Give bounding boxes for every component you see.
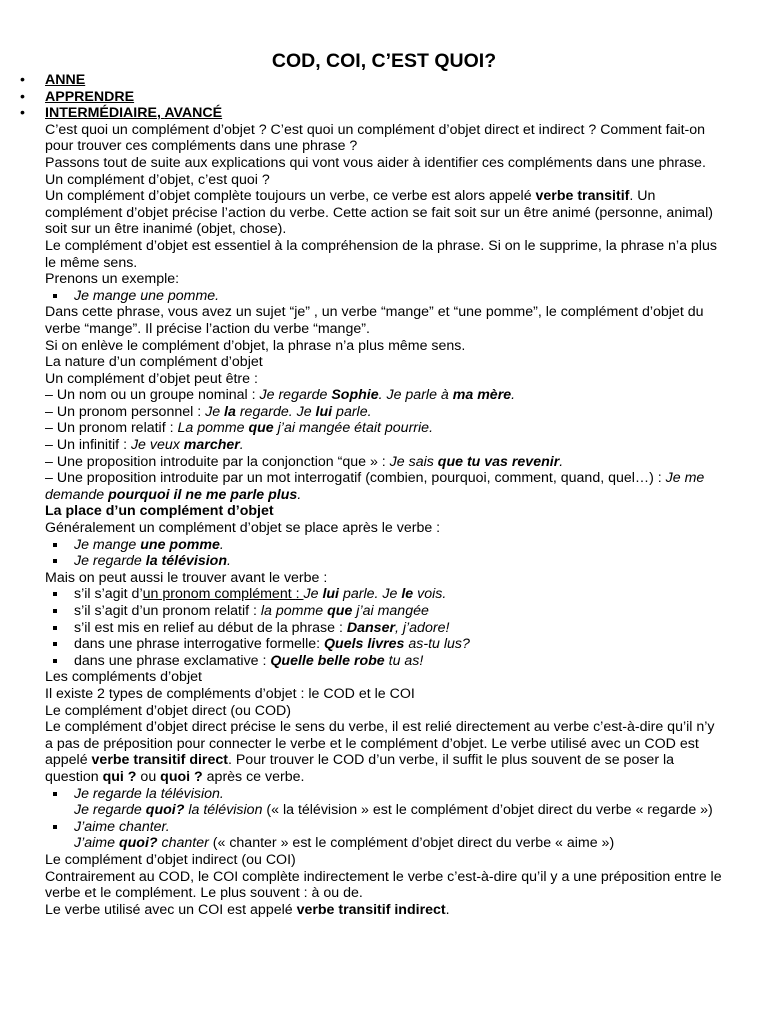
tag-avance: AVANCÉ [164, 105, 223, 122]
nature-line: – Un pronom relatif : La pomme que j’ai mangée était pourrie. [45, 420, 434, 437]
paragraph: Généralement un complément d’objet se place après le verbe : [45, 520, 441, 537]
section-heading: La nature d’un complément d’objet [45, 354, 263, 371]
nature-line: – Un infinitif : Je veux marcher. [45, 437, 244, 454]
nature-line: – Un nom ou un groupe nominal : Je regarde Sophie. Je parle à ma mère. [45, 387, 516, 404]
paragraph: Il existe 2 types de compléments d’objet : le COD et le COI [45, 685, 415, 702]
cod-paragraph: Le complément d’objet direct précise le sens du verbe, il est relié directement au verbe c’est-à-dire qu’il n’y a pas de préposition pour connecter le verbe et le complément d’objet. Le verbe utilisé avec un COD est appelé verbe transitif direct. Pour trouver le COD d’un verbe, il suffit le plus souvent de se poser la question qui ? ou quoi ? après ce verbe. [45, 719, 715, 785]
list-item: s’il est mis en relief au début de la phrase : Danser, j’adore! [74, 620, 725, 637]
section-heading-bold: La place d’un complément d’objet [45, 503, 274, 520]
list-item: dans une phrase interrogative formelle: Quels livres as-tu lus? [74, 636, 725, 653]
tag-levels[interactable]: • INTERMÉDIAIRE, AVANCÉ [45, 105, 725, 122]
list-item-continued: Je regarde quoi? la télévision (« la télévision » est le complément d’objet direct du verbe « regarde ») [74, 802, 713, 819]
list-item-continued: J’aime quoi? chanter (« chanter » est le complément d’objet direct du verbe « aime ») [74, 835, 615, 852]
tag-list [45, 72, 725, 122]
list-item: Je mange une pomme. [74, 537, 725, 554]
section-heading: Un complément d’objet, c’est quoi ? [45, 171, 270, 188]
paragraph: Le complément d’objet est essentiel à la compréhension de la phrase. Si on le supprime, la phrase n’a plus le même sens. [45, 237, 717, 271]
list-item: dans une phrase exclamative : Quelle belle robe tu as! [74, 653, 725, 670]
nature-line: – Une proposition introduite par un mot interrogatif (combien, pourquoi, comment, quand, quel…) : Je me demande pourquoi il ne me parle plus. [45, 470, 705, 503]
section-heading: Le complément d’objet direct (ou COD) [45, 702, 292, 719]
list-item: s’il s’agit d’un pronom complément : Je lui parle. Je le vois. [74, 586, 725, 603]
coi-paragraph: Le verbe utilisé avec un COI est appelé verbe transitif indirect. [45, 901, 450, 918]
list-item: s’il s’agit d’un pronom relatif : la pomme que j’ai mangée [74, 603, 725, 620]
section-heading: Le complément d’objet indirect (ou COI) [45, 851, 296, 868]
coi-paragraph: Contrairement au COD, le COI complète indirectement le verbe c’est-à-dire qu’il y a une préposition entre le verbe et le complément. Le plus souvent : à ou de. [45, 868, 722, 902]
paragraph: Si on enlève le complément d’objet, la phrase n’a plus même sens. [45, 337, 466, 354]
example-list [45, 537, 725, 570]
section-heading: Les compléments d’objet [45, 669, 202, 686]
bullet-list [45, 586, 725, 669]
paragraph: Un complément d’objet peut être : [45, 370, 258, 387]
document-body [45, 72, 725, 918]
intro-question: C’est quoi un complément d’objet ? C’est quoi un complément d’objet direct et indirect ? Comment fait-on pour trouver ces compléments dans une phrase ? [45, 121, 706, 155]
list-item: Je regarde la télévision. [74, 786, 725, 803]
paragraph: Prenons un exemple: [45, 271, 180, 288]
intro-text: Passons tout de suite aux explications qui vont vous aider à identifier ces compléments dans une phrase. [45, 154, 706, 171]
tag-apprendre[interactable]: • APPRENDRE [45, 89, 725, 106]
list-item: Je mange une pomme. [74, 288, 725, 305]
nature-line: – Un pronom personnel : Je la regarde. Je lui parle. [45, 403, 372, 420]
paragraph: Mais on peut aussi le trouver avant le verbe : [45, 569, 328, 586]
tag-intermediaire: INTERMÉDIAIRE [45, 105, 157, 122]
definition-paragraph: Un complément d’objet complète toujours un verbe, ce verbe est alors appelé verbe transitif. Un complément d’objet précise l’action du verbe. Cette action se fait soit sur un être animé (personne, animal) soit sur un être inanimé (objet, chose). [45, 188, 713, 238]
example-list [45, 288, 725, 305]
nature-line: – Une proposition introduite par la conjonction “que » : Je sais que tu vas revenir. [45, 453, 564, 470]
tag-anne[interactable]: • ANNE [45, 72, 725, 89]
cod-examples [45, 786, 725, 852]
list-item: Je regarde la télévision. [74, 553, 725, 570]
list-item: J’aime chanter. [74, 819, 725, 836]
page-title: COD, COI, C’EST QUOI? [271, 50, 497, 72]
paragraph: Dans cette phrase, vous avez un sujet “je” , un verbe “mange” et “une pomme”, le complément d’objet du verbe “mange”. Il précise l’action du verbe “mange”. [45, 304, 704, 337]
